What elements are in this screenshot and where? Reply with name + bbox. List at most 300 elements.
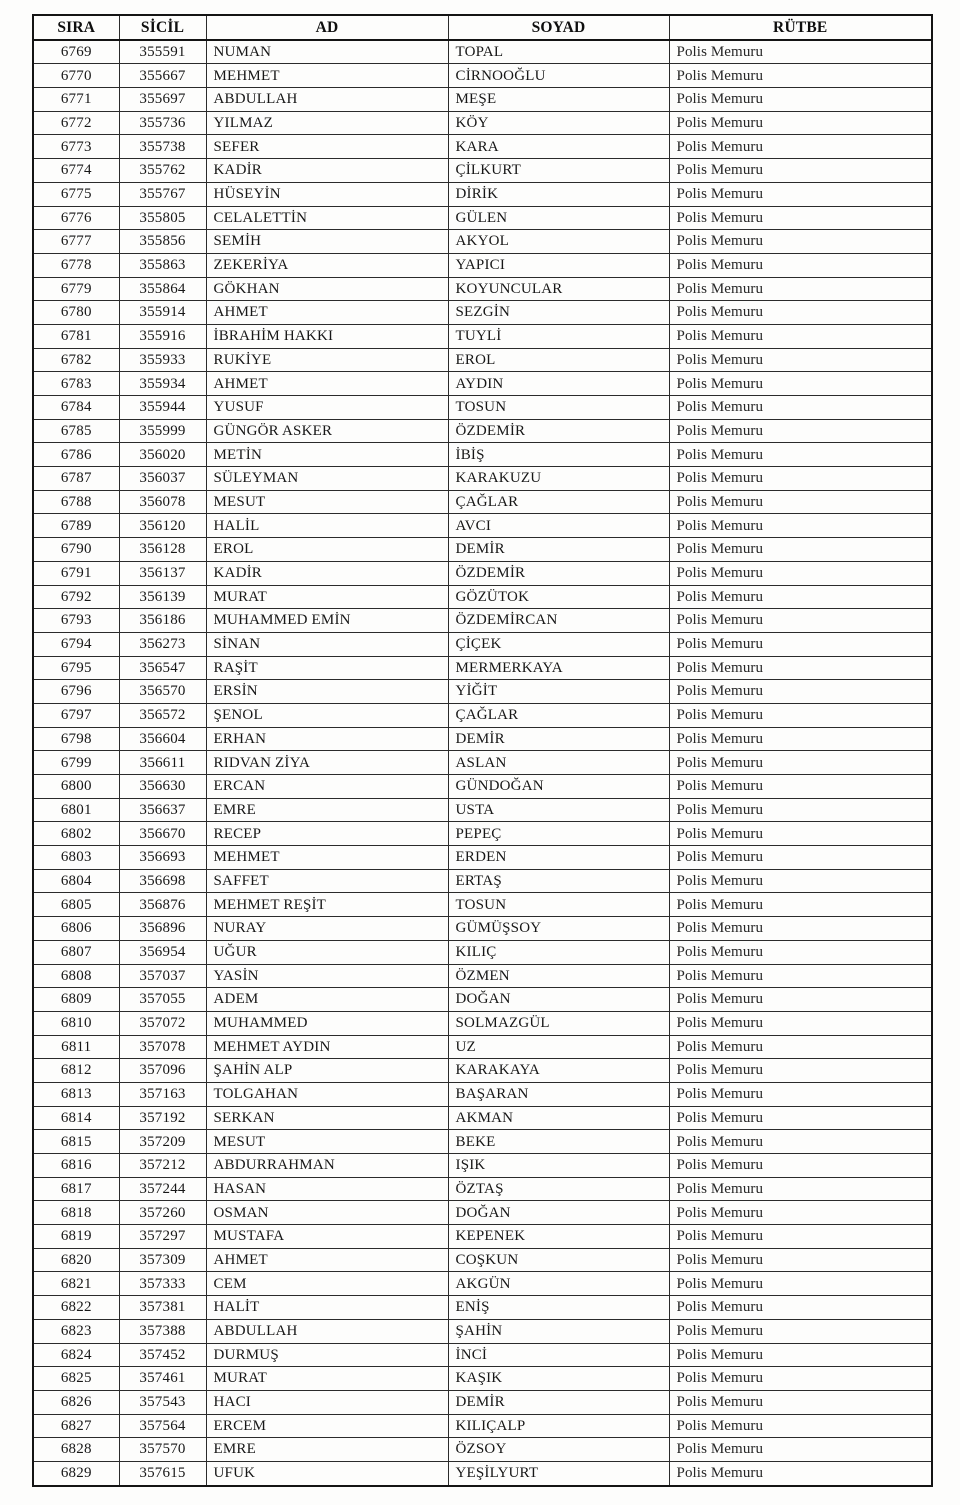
cell-sicil: 356273 <box>119 632 206 656</box>
cell-rutbe: Polis Memuru <box>669 1461 932 1485</box>
cell-sicil: 357461 <box>119 1367 206 1391</box>
header-ad: AD <box>206 15 448 40</box>
cell-sicil: 356547 <box>119 656 206 680</box>
cell-soyad: İBİŞ <box>448 443 669 467</box>
cell-sicil: 356611 <box>119 751 206 775</box>
cell-soyad: ÇAĞLAR <box>448 490 669 514</box>
table-row <box>33 1319 932 1343</box>
cell-sira: 6770 <box>33 64 119 88</box>
cell-soyad: ENİŞ <box>448 1296 669 1320</box>
cell-rutbe: Polis Memuru <box>669 372 932 396</box>
table-row <box>33 846 932 870</box>
cell-soyad: KARAKAYA <box>448 1059 669 1083</box>
table-row <box>33 111 932 135</box>
cell-sira: 6803 <box>33 846 119 870</box>
cell-ad: RECEP <box>206 822 448 846</box>
cell-sira: 6783 <box>33 372 119 396</box>
cell-rutbe: Polis Memuru <box>669 585 932 609</box>
table-row <box>33 703 932 727</box>
cell-sicil: 356186 <box>119 609 206 633</box>
cell-sira: 6789 <box>33 514 119 538</box>
cell-sira: 6791 <box>33 561 119 585</box>
cell-ad: MURAT <box>206 585 448 609</box>
cell-ad: HACI <box>206 1390 448 1414</box>
cell-sira: 6810 <box>33 1011 119 1035</box>
cell-rutbe: Polis Memuru <box>669 727 932 751</box>
cell-rutbe: Polis Memuru <box>669 1035 932 1059</box>
cell-sicil: 355944 <box>119 396 206 420</box>
cell-ad: NUMAN <box>206 40 448 64</box>
cell-sira: 6819 <box>33 1225 119 1249</box>
table-row <box>33 775 932 799</box>
cell-ad: DURMUŞ <box>206 1343 448 1367</box>
table-row <box>33 419 932 443</box>
cell-sicil: 356896 <box>119 917 206 941</box>
cell-sicil: 357452 <box>119 1343 206 1367</box>
cell-ad: İBRAHİM HAKKI <box>206 324 448 348</box>
cell-ad: ERCEM <box>206 1414 448 1438</box>
cell-soyad: BEKE <box>448 1130 669 1154</box>
cell-sicil: 356078 <box>119 490 206 514</box>
cell-sira: 6826 <box>33 1390 119 1414</box>
cell-rutbe: Polis Memuru <box>669 1106 932 1130</box>
cell-sicil: 357260 <box>119 1201 206 1225</box>
table-body <box>33 40 932 1486</box>
table-row <box>33 1272 932 1296</box>
cell-rutbe: Polis Memuru <box>669 88 932 112</box>
cell-ad: SEMİH <box>206 230 448 254</box>
cell-ad: YASİN <box>206 964 448 988</box>
cell-rutbe: Polis Memuru <box>669 822 932 846</box>
cell-sira: 6811 <box>33 1035 119 1059</box>
cell-rutbe: Polis Memuru <box>669 964 932 988</box>
cell-ad: ABDULLAH <box>206 88 448 112</box>
cell-sicil: 357037 <box>119 964 206 988</box>
cell-ad: MURAT <box>206 1367 448 1391</box>
table-row <box>33 490 932 514</box>
cell-sira: 6808 <box>33 964 119 988</box>
cell-soyad: ÇAĞLAR <box>448 703 669 727</box>
cell-rutbe: Polis Memuru <box>669 64 932 88</box>
cell-soyad: KILIÇ <box>448 940 669 964</box>
cell-soyad: SOLMAZGÜL <box>448 1011 669 1035</box>
cell-ad: YILMAZ <box>206 111 448 135</box>
table-row <box>33 1059 932 1083</box>
cell-soyad: ÖZTAŞ <box>448 1177 669 1201</box>
table-row <box>33 964 932 988</box>
table-row <box>33 159 932 183</box>
cell-sira: 6804 <box>33 869 119 893</box>
table-row <box>33 1177 932 1201</box>
cell-ad: GÖKHAN <box>206 277 448 301</box>
header-sicil: SİCİL <box>119 15 206 40</box>
cell-sira: 6778 <box>33 253 119 277</box>
cell-ad: MUHAMMED EMİN <box>206 609 448 633</box>
cell-sira: 6821 <box>33 1272 119 1296</box>
cell-rutbe: Polis Memuru <box>669 775 932 799</box>
cell-sira: 6788 <box>33 490 119 514</box>
cell-ad: ŞAHİN ALP <box>206 1059 448 1083</box>
cell-soyad: COŞKUN <box>448 1248 669 1272</box>
cell-sira: 6813 <box>33 1082 119 1106</box>
cell-ad: MESUT <box>206 490 448 514</box>
cell-ad: RAŞİT <box>206 656 448 680</box>
cell-soyad: KILIÇALP <box>448 1414 669 1438</box>
cell-ad: ERCAN <box>206 775 448 799</box>
cell-ad: ERSİN <box>206 680 448 704</box>
cell-ad: MUSTAFA <box>206 1225 448 1249</box>
table-row <box>33 656 932 680</box>
cell-sira: 6829 <box>33 1461 119 1485</box>
cell-ad: MEHMET AYDIN <box>206 1035 448 1059</box>
cell-soyad: DİRİK <box>448 182 669 206</box>
cell-rutbe: Polis Memuru <box>669 1177 932 1201</box>
cell-rutbe: Polis Memuru <box>669 301 932 325</box>
cell-rutbe: Polis Memuru <box>669 182 932 206</box>
cell-rutbe: Polis Memuru <box>669 1343 932 1367</box>
header-row <box>33 15 932 40</box>
cell-sira: 6782 <box>33 348 119 372</box>
cell-sira: 6774 <box>33 159 119 183</box>
table-row <box>33 869 932 893</box>
table-row <box>33 1201 932 1225</box>
table-row <box>33 1130 932 1154</box>
cell-soyad: MERMERKAYA <box>448 656 669 680</box>
table-row <box>33 443 932 467</box>
table-row <box>33 822 932 846</box>
table-row <box>33 1035 932 1059</box>
cell-ad: GÜNGÖR ASKER <box>206 419 448 443</box>
cell-sira: 6822 <box>33 1296 119 1320</box>
cell-soyad: ASLAN <box>448 751 669 775</box>
cell-sira: 6814 <box>33 1106 119 1130</box>
table-row <box>33 396 932 420</box>
cell-sicil: 355999 <box>119 419 206 443</box>
cell-soyad: DOĞAN <box>448 1201 669 1225</box>
cell-sira: 6771 <box>33 88 119 112</box>
cell-sira: 6780 <box>33 301 119 325</box>
header-soyad: SOYAD <box>448 15 669 40</box>
cell-sicil: 356572 <box>119 703 206 727</box>
cell-soyad: IŞIK <box>448 1154 669 1178</box>
document-table <box>32 14 933 1487</box>
cell-sicil: 355667 <box>119 64 206 88</box>
cell-sicil: 355856 <box>119 230 206 254</box>
cell-rutbe: Polis Memuru <box>669 396 932 420</box>
cell-sicil: 357072 <box>119 1011 206 1035</box>
cell-sira: 6823 <box>33 1319 119 1343</box>
cell-soyad: KAŞIK <box>448 1367 669 1391</box>
cell-sicil: 355914 <box>119 301 206 325</box>
cell-sicil: 356876 <box>119 893 206 917</box>
cell-rutbe: Polis Memuru <box>669 917 932 941</box>
cell-soyad: KARAKUZU <box>448 467 669 491</box>
cell-soyad: PEPEÇ <box>448 822 669 846</box>
table-row <box>33 798 932 822</box>
table-row <box>33 1438 932 1462</box>
table-row <box>33 561 932 585</box>
header-sira: SIRA <box>33 15 119 40</box>
cell-rutbe: Polis Memuru <box>669 277 932 301</box>
cell-sicil: 356120 <box>119 514 206 538</box>
cell-sira: 6769 <box>33 40 119 64</box>
table-row <box>33 1296 932 1320</box>
cell-ad: HASAN <box>206 1177 448 1201</box>
cell-rutbe: Polis Memuru <box>669 419 932 443</box>
cell-ad: YUSUF <box>206 396 448 420</box>
cell-sira: 6785 <box>33 419 119 443</box>
cell-ad: EMRE <box>206 798 448 822</box>
cell-rutbe: Polis Memuru <box>669 1296 932 1320</box>
cell-ad: ABDURRAHMAN <box>206 1154 448 1178</box>
cell-rutbe: Polis Memuru <box>669 751 932 775</box>
table-row <box>33 277 932 301</box>
cell-sira: 6805 <box>33 893 119 917</box>
cell-soyad: DEMİR <box>448 1390 669 1414</box>
cell-rutbe: Polis Memuru <box>669 1272 932 1296</box>
table-row <box>33 727 932 751</box>
table-row <box>33 1461 932 1485</box>
cell-rutbe: Polis Memuru <box>669 940 932 964</box>
cell-ad: UFUK <box>206 1461 448 1485</box>
cell-sira: 6815 <box>33 1130 119 1154</box>
cell-rutbe: Polis Memuru <box>669 111 932 135</box>
cell-rutbe: Polis Memuru <box>669 1082 932 1106</box>
cell-soyad: TOPAL <box>448 40 669 64</box>
table-row <box>33 348 932 372</box>
cell-sicil: 357212 <box>119 1154 206 1178</box>
cell-rutbe: Polis Memuru <box>669 1059 932 1083</box>
cell-sicil: 355738 <box>119 135 206 159</box>
cell-rutbe: Polis Memuru <box>669 1248 932 1272</box>
table-row <box>33 751 932 775</box>
cell-sicil: 357381 <box>119 1296 206 1320</box>
cell-ad: KADİR <box>206 159 448 183</box>
cell-soyad: CİRNOOĞLU <box>448 64 669 88</box>
cell-sicil: 357388 <box>119 1319 206 1343</box>
cell-ad: ERHAN <box>206 727 448 751</box>
cell-sira: 6794 <box>33 632 119 656</box>
table-row <box>33 324 932 348</box>
cell-ad: RIDVAN ZİYA <box>206 751 448 775</box>
cell-soyad: GÜLEN <box>448 206 669 230</box>
cell-soyad: KOYUNCULAR <box>448 277 669 301</box>
cell-sicil: 356630 <box>119 775 206 799</box>
cell-soyad: TUYLİ <box>448 324 669 348</box>
cell-sicil: 357570 <box>119 1438 206 1462</box>
cell-rutbe: Polis Memuru <box>669 443 932 467</box>
cell-sicil: 356693 <box>119 846 206 870</box>
cell-soyad: KARA <box>448 135 669 159</box>
cell-soyad: MEŞE <box>448 88 669 112</box>
cell-ad: METİN <box>206 443 448 467</box>
cell-sicil: 355767 <box>119 182 206 206</box>
cell-soyad: İNCİ <box>448 1343 669 1367</box>
cell-sira: 6800 <box>33 775 119 799</box>
cell-ad: UĞUR <box>206 940 448 964</box>
cell-soyad: YAPICI <box>448 253 669 277</box>
cell-ad: TOLGAHAN <box>206 1082 448 1106</box>
table-row <box>33 64 932 88</box>
cell-rutbe: Polis Memuru <box>669 893 932 917</box>
cell-sira: 6793 <box>33 609 119 633</box>
table-row <box>33 538 932 562</box>
cell-sira: 6801 <box>33 798 119 822</box>
cell-sira: 6775 <box>33 182 119 206</box>
cell-ad: CELALETTİN <box>206 206 448 230</box>
table-row <box>33 893 932 917</box>
cell-sira: 6817 <box>33 1177 119 1201</box>
cell-sira: 6809 <box>33 988 119 1012</box>
cell-rutbe: Polis Memuru <box>669 1225 932 1249</box>
table-row <box>33 940 932 964</box>
cell-sicil: 355762 <box>119 159 206 183</box>
table-row <box>33 1343 932 1367</box>
cell-sira: 6827 <box>33 1414 119 1438</box>
table-row <box>33 1011 932 1035</box>
cell-soyad: AYDIN <box>448 372 669 396</box>
cell-rutbe: Polis Memuru <box>669 1367 932 1391</box>
cell-soyad: SEZGİN <box>448 301 669 325</box>
cell-soyad: TOSUN <box>448 396 669 420</box>
cell-soyad: GÜNDOĞAN <box>448 775 669 799</box>
cell-ad: MUHAMMED <box>206 1011 448 1035</box>
cell-sira: 6807 <box>33 940 119 964</box>
cell-soyad: YİĞİT <box>448 680 669 704</box>
cell-sicil: 355697 <box>119 88 206 112</box>
cell-rutbe: Polis Memuru <box>669 609 932 633</box>
cell-rutbe: Polis Memuru <box>669 1011 932 1035</box>
cell-sicil: 356020 <box>119 443 206 467</box>
cell-soyad: ERTAŞ <box>448 869 669 893</box>
cell-rutbe: Polis Memuru <box>669 1201 932 1225</box>
cell-sicil: 357096 <box>119 1059 206 1083</box>
cell-ad: AHMET <box>206 372 448 396</box>
table-row <box>33 1225 932 1249</box>
cell-soyad: EROL <box>448 348 669 372</box>
cell-sicil: 357543 <box>119 1390 206 1414</box>
cell-ad: ADEM <box>206 988 448 1012</box>
cell-rutbe: Polis Memuru <box>669 680 932 704</box>
cell-sicil: 357055 <box>119 988 206 1012</box>
cell-soyad: AKMAN <box>448 1106 669 1130</box>
cell-rutbe: Polis Memuru <box>669 632 932 656</box>
cell-soyad: GÖZÜTOK <box>448 585 669 609</box>
cell-sicil: 356128 <box>119 538 206 562</box>
cell-rutbe: Polis Memuru <box>669 514 932 538</box>
cell-sira: 6773 <box>33 135 119 159</box>
cell-sicil: 357163 <box>119 1082 206 1106</box>
cell-ad: EROL <box>206 538 448 562</box>
table-header <box>33 15 932 40</box>
cell-sira: 6796 <box>33 680 119 704</box>
cell-sicil: 356139 <box>119 585 206 609</box>
table-row <box>33 253 932 277</box>
cell-sira: 6787 <box>33 467 119 491</box>
cell-ad: EMRE <box>206 1438 448 1462</box>
cell-rutbe: Polis Memuru <box>669 846 932 870</box>
cell-ad: MEHMET REŞİT <box>206 893 448 917</box>
cell-sira: 6795 <box>33 656 119 680</box>
table-row <box>33 1367 932 1391</box>
cell-sicil: 355805 <box>119 206 206 230</box>
cell-sira: 6812 <box>33 1059 119 1083</box>
cell-sira: 6779 <box>33 277 119 301</box>
cell-rutbe: Polis Memuru <box>669 869 932 893</box>
table-row <box>33 1154 932 1178</box>
cell-sira: 6792 <box>33 585 119 609</box>
cell-soyad: ERDEN <box>448 846 669 870</box>
cell-ad: SEFER <box>206 135 448 159</box>
cell-sicil: 356137 <box>119 561 206 585</box>
cell-rutbe: Polis Memuru <box>669 1438 932 1462</box>
cell-rutbe: Polis Memuru <box>669 1130 932 1154</box>
cell-sira: 6784 <box>33 396 119 420</box>
cell-sicil: 355736 <box>119 111 206 135</box>
table-row <box>33 1106 932 1130</box>
cell-soyad: ÖZDEMİRCAN <box>448 609 669 633</box>
table-row <box>33 1082 932 1106</box>
cell-rutbe: Polis Memuru <box>669 538 932 562</box>
table-row <box>33 88 932 112</box>
table-row <box>33 988 932 1012</box>
cell-ad: MEHMET <box>206 64 448 88</box>
cell-rutbe: Polis Memuru <box>669 561 932 585</box>
cell-soyad: ÖZMEN <box>448 964 669 988</box>
cell-sira: 6799 <box>33 751 119 775</box>
cell-sicil: 356037 <box>119 467 206 491</box>
cell-sicil: 357297 <box>119 1225 206 1249</box>
cell-ad: CEM <box>206 1272 448 1296</box>
cell-sira: 6786 <box>33 443 119 467</box>
cell-sira: 6825 <box>33 1367 119 1391</box>
cell-rutbe: Polis Memuru <box>669 159 932 183</box>
cell-rutbe: Polis Memuru <box>669 798 932 822</box>
cell-soyad: ŞAHİN <box>448 1319 669 1343</box>
cell-ad: SİNAN <box>206 632 448 656</box>
table-row <box>33 680 932 704</box>
cell-soyad: DEMİR <box>448 538 669 562</box>
cell-soyad: UZ <box>448 1035 669 1059</box>
table-row <box>33 135 932 159</box>
cell-rutbe: Polis Memuru <box>669 467 932 491</box>
cell-rutbe: Polis Memuru <box>669 1319 932 1343</box>
cell-sira: 6802 <box>33 822 119 846</box>
cell-soyad: ÖZDEMİR <box>448 419 669 443</box>
table-row <box>33 609 932 633</box>
cell-soyad: AKGÜN <box>448 1272 669 1296</box>
table-row <box>33 1248 932 1272</box>
cell-sicil: 355591 <box>119 40 206 64</box>
cell-ad: ŞENOL <box>206 703 448 727</box>
cell-sicil: 357078 <box>119 1035 206 1059</box>
cell-ad: SAFFET <box>206 869 448 893</box>
cell-rutbe: Polis Memuru <box>669 230 932 254</box>
table-row <box>33 182 932 206</box>
cell-sira: 6828 <box>33 1438 119 1462</box>
cell-soyad: DEMİR <box>448 727 669 751</box>
table-row <box>33 514 932 538</box>
cell-soyad: KÖY <box>448 111 669 135</box>
cell-ad: ZEKERİYA <box>206 253 448 277</box>
cell-soyad: AVCI <box>448 514 669 538</box>
cell-sira: 6772 <box>33 111 119 135</box>
cell-sira: 6824 <box>33 1343 119 1367</box>
cell-soyad: DOĞAN <box>448 988 669 1012</box>
cell-ad: HALİT <box>206 1296 448 1320</box>
cell-sira: 6806 <box>33 917 119 941</box>
cell-soyad: ÇİLKURT <box>448 159 669 183</box>
